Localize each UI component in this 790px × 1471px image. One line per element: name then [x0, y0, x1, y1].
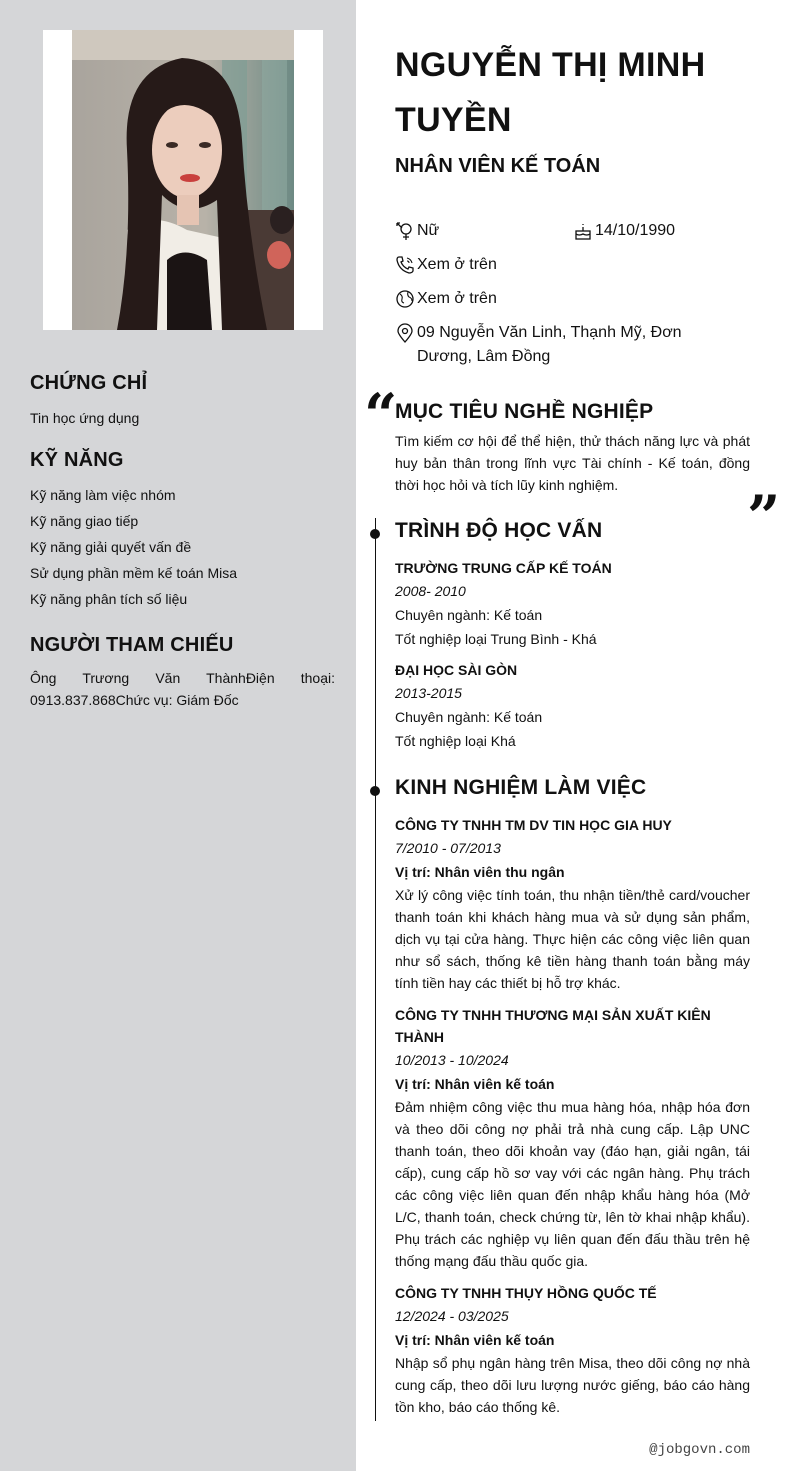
education-title: TRÌNH ĐỘ HỌC VẤN [395, 519, 603, 542]
globe-icon [395, 289, 415, 309]
experience-item [395, 1004, 750, 1272]
phone-row [395, 253, 497, 277]
education-item [395, 659, 750, 753]
objective-text: Tìm kiếm cơ hội để thể hiện, thử thách năng lực và phát huy bản thân trong lĩnh vực Tài chính - Kế toán, đồng thời học hỏi và tích lũy kinh nghiệm. [395, 433, 750, 493]
cake-icon [573, 221, 593, 241]
education-result: Tốt nghiệp loại Khá [395, 733, 516, 749]
experience-item [395, 1282, 750, 1418]
education-item [395, 557, 750, 651]
school-name: ĐẠI HỌC SÀI GÒN [395, 662, 518, 678]
birthday-row [573, 219, 675, 243]
company-name: CÔNG TY TNHH THỤY HỒNG QUỐC TẾ [395, 1285, 657, 1301]
timeline-line [375, 518, 376, 1421]
work-position: Vị trí: Nhân viên kế toán [395, 1076, 555, 1092]
skills-section [30, 449, 335, 612]
quote-open-icon: “ [364, 381, 398, 449]
school-name: TRƯỜNG TRUNG CẤP KẾ TOÁN [395, 560, 612, 576]
experience-section [395, 776, 750, 1418]
certificates-title: CHỨNG CHỈ [30, 372, 148, 394]
skills-title: KỸ NĂNG [30, 449, 124, 471]
birthday-value: 14/10/1990 [595, 222, 676, 239]
gender-row [395, 219, 439, 243]
education-major: Chuyên ngành: Kế toán [395, 607, 543, 623]
education-section [395, 519, 750, 753]
gender-value: Nữ [417, 222, 440, 239]
references-text: Ông Trương Văn ThànhĐiện thoại: 0913.837.868Chức vụ: Giám Đốc [30, 670, 335, 708]
experience-item [395, 814, 750, 994]
address-value: 09 Nguyễn Văn Linh, Thạnh Mỹ, Đơn Dương, Lâm Đồng [417, 324, 682, 365]
work-period: 7/2010 - 07/2013 [395, 840, 501, 856]
timeline-dot [370, 529, 380, 539]
certificate-item: Tin học ứng dụng [30, 410, 140, 426]
quote-close-icon: ” [747, 483, 781, 551]
website-value: Xem ở trên [417, 290, 497, 307]
skill-item: Kỹ năng làm việc nhóm [30, 487, 176, 503]
gender-icon [395, 221, 415, 241]
work-position: Vị trí: Nhân viên thu ngân [395, 864, 565, 880]
work-period: 12/2024 - 03/2025 [395, 1308, 509, 1324]
candidate-name: NGUYỄN THỊ MINH TUYỀN [395, 46, 706, 139]
address-row [395, 321, 740, 369]
experience-title: KINH NGHIỆM LÀM VIỆC [395, 776, 647, 799]
timeline-dot [370, 786, 380, 796]
references-title: NGƯỜI THAM CHIẾU [30, 634, 234, 656]
phone-icon [395, 255, 415, 275]
work-description: Xử lý công việc tính toán, thu nhận tiền/thẻ card/voucher thanh toán khi khách hàng mua và sử dụng sản phẩm, dịch vụ tại cửa hàng. Thực hiện các công việc liên quan như sổ sách, thống kê tiền hàng thanh toán bằng máy tính tiền hay các thiết bị hỗ trợ khác. [395, 887, 750, 991]
company-name: CÔNG TY TNHH TM DV TIN HỌC GIA HUY [395, 817, 672, 833]
profile-photo [72, 30, 294, 330]
objective-section [395, 400, 750, 496]
phone-value: Xem ở trên [417, 256, 497, 273]
work-position: Vị trí: Nhân viên kế toán [395, 1332, 555, 1348]
skill-item: Kỹ năng giao tiếp [30, 513, 139, 529]
education-years: 2013-2015 [395, 685, 462, 701]
work-description: Đảm nhiệm công việc thu mua hàng hóa, nhập hóa đơn và theo dõi công nợ phải trả nhà cung cấp. Lập UNC thanh toán, theo dõi khoản vay (đáo hạn, giải ngân, tái cấp), cung cấp hồ sơ vay với các ngân hàng. Phụ trách các công việc liên quan đến nhập khẩu hàng hóa (Mở L/C, thanh toán, check chứng từ, lên tờ khai nhập khẩu). Phụ trách các nghiệp vụ liên quan đến đấu thầu trên hệ thống mạng đấu thầu quốc gia. [395, 1099, 750, 1269]
job-title: NHÂN VIÊN KẾ TOÁN [395, 155, 601, 177]
company-name: CÔNG TY TNHH THƯƠNG MẠI SẢN XUẤT KIÊN THÀNH [395, 1007, 711, 1045]
location-pin-icon [395, 323, 415, 343]
work-description: Nhập sổ phụ ngân hàng trên Misa, theo dõi công nợ nhà cung cấp, theo dõi lưu lượng nước giếng, báo cáo hàng tồn kho, báo cáo thống kê. [395, 1355, 750, 1415]
skill-item: Kỹ năng phân tích số liệu [30, 591, 188, 607]
references-section [30, 634, 335, 711]
skill-item: Kỹ năng giải quyết vấn đề [30, 539, 192, 555]
work-period: 10/2013 - 10/2024 [395, 1052, 509, 1068]
footer-watermark[interactable]: @jobgovn.com [649, 1442, 750, 1458]
objective-title: MỤC TIÊU NGHỀ NGHIỆP [395, 400, 654, 423]
skill-item: Sử dụng phần mềm kế toán Misa [30, 565, 238, 581]
education-result: Tốt nghiệp loại Trung Bình - Khá [395, 631, 597, 647]
education-major: Chuyên ngành: Kế toán [395, 709, 543, 725]
website-row [395, 287, 497, 311]
profile-photo-frame [43, 30, 323, 330]
education-years: 2008- 2010 [395, 583, 466, 599]
certificates-section [30, 372, 335, 431]
